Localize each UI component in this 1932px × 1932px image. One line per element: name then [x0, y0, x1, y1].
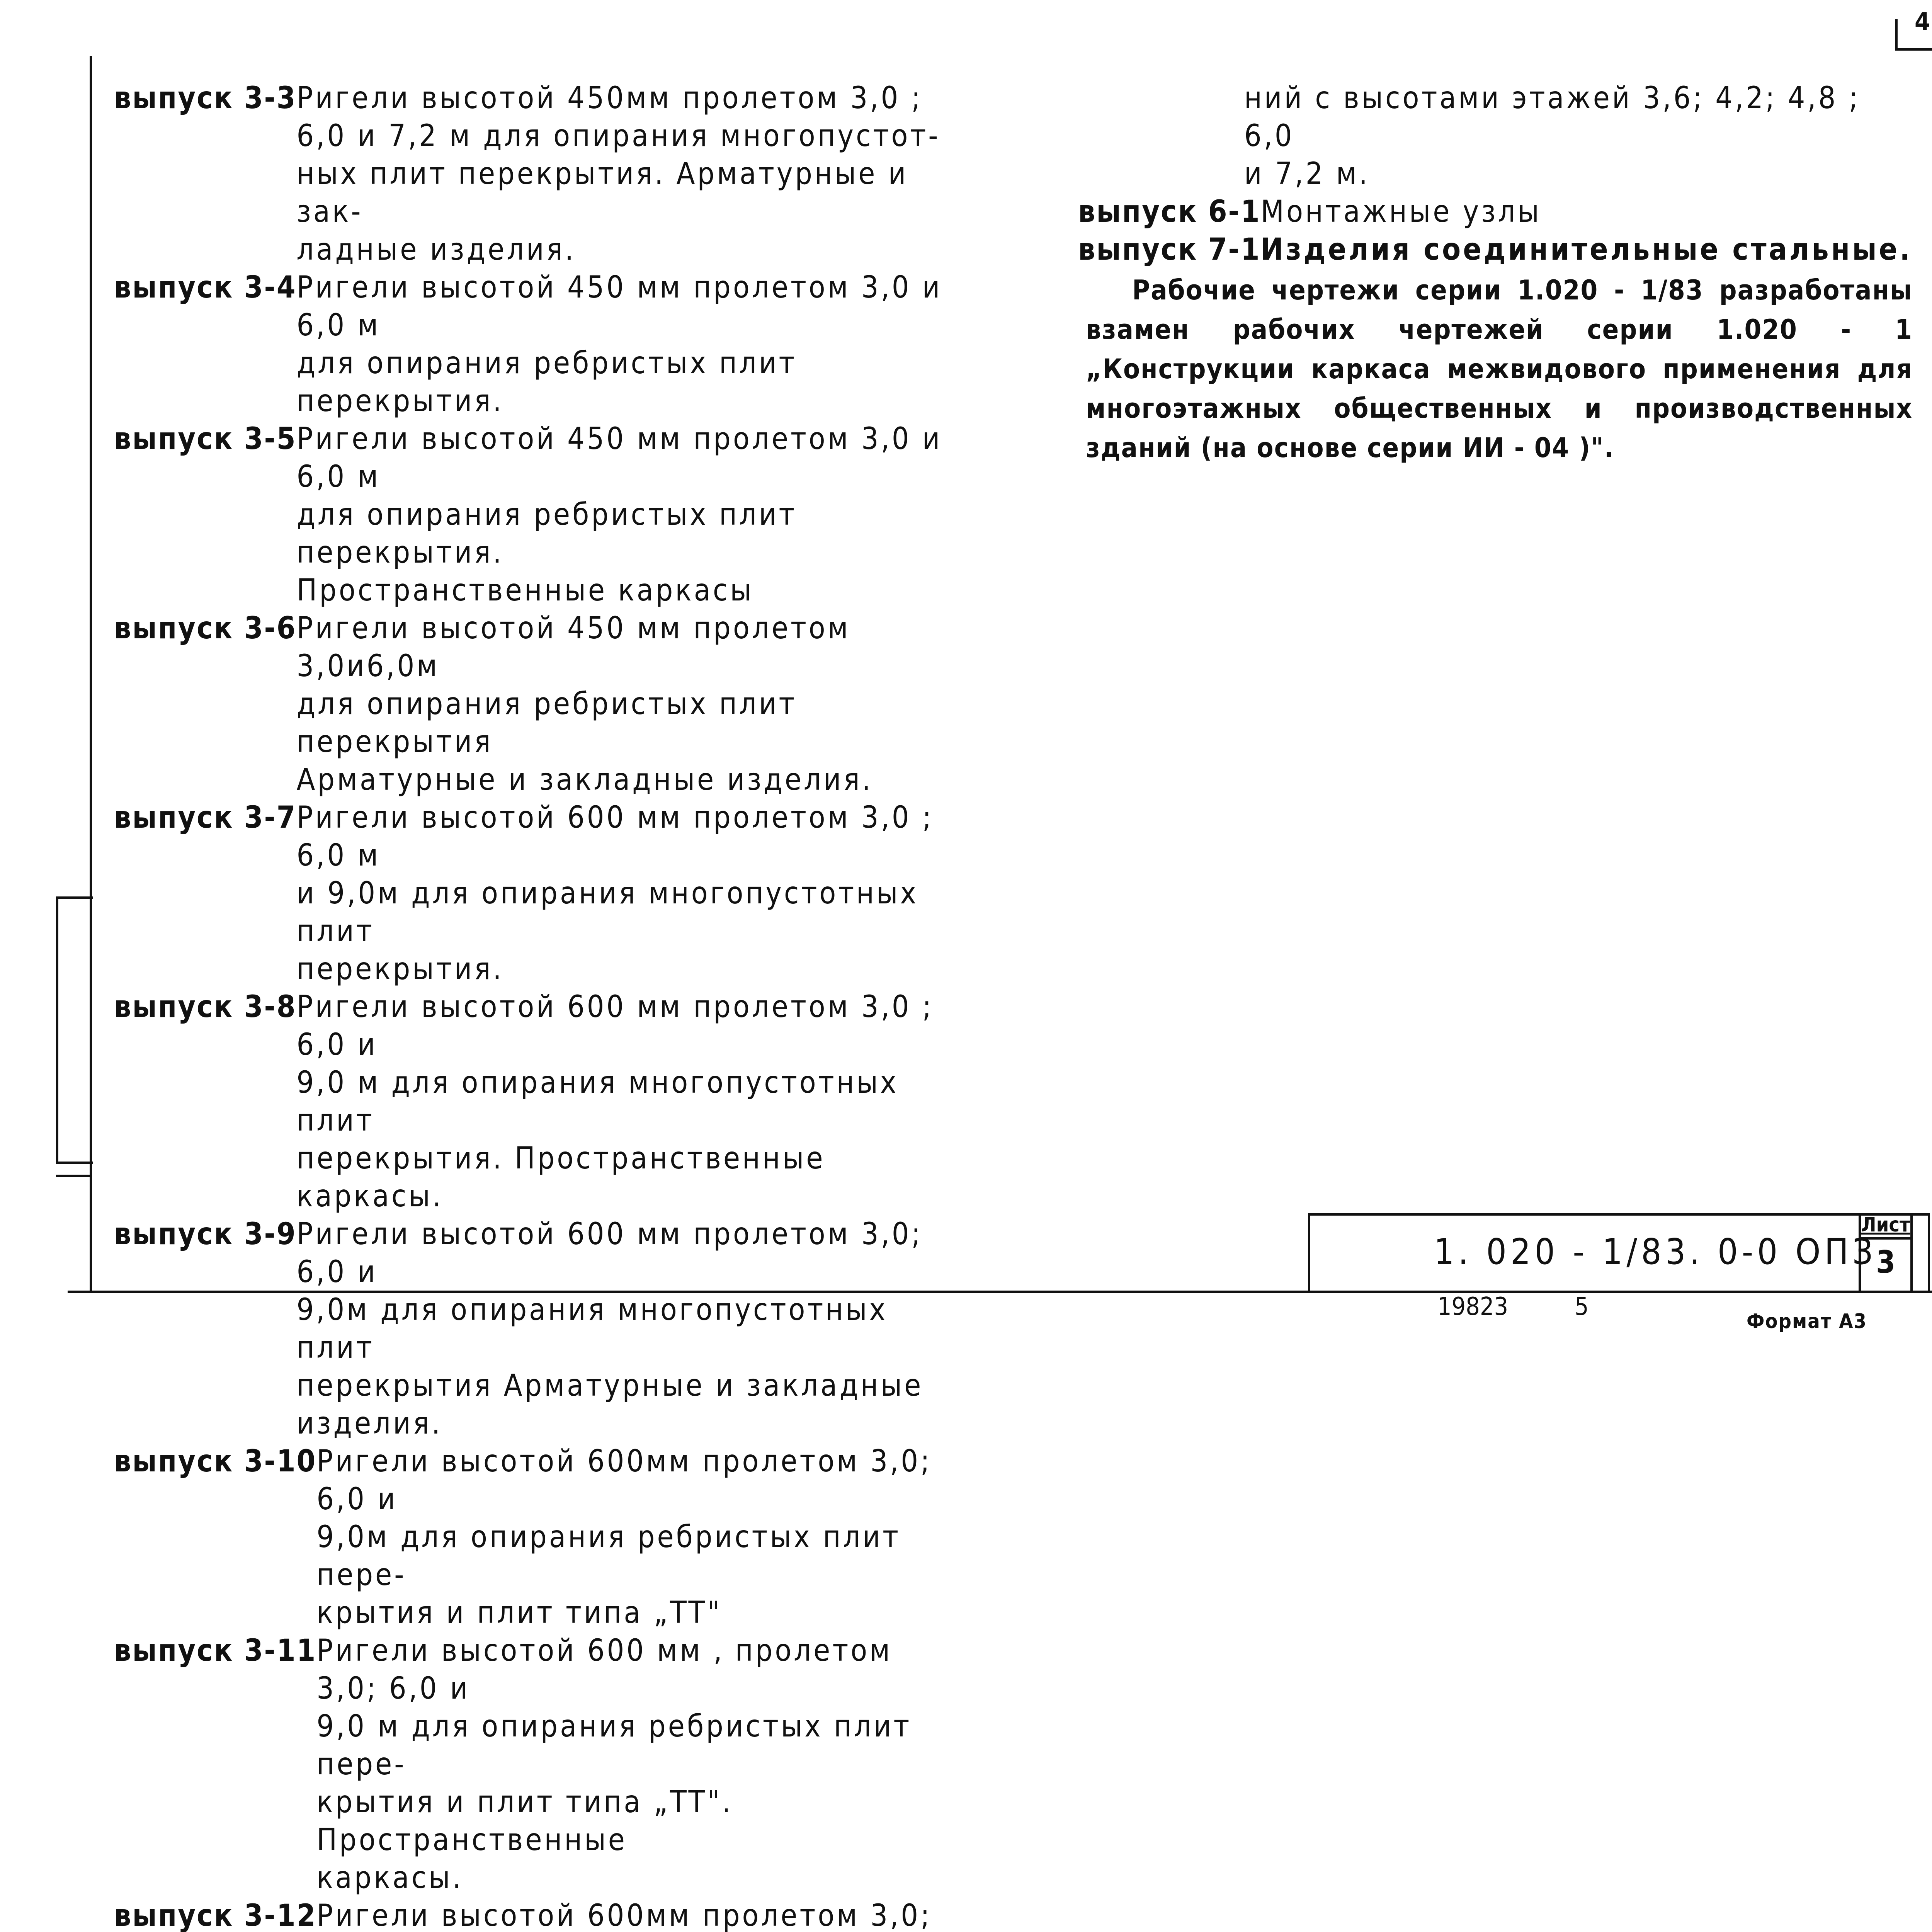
issue-label: выпуск 7-1 [1078, 232, 1261, 267]
issue-text [297, 1215, 949, 1442]
issue-text-line: 9,0 м для опирания ребристых плит пере- [316, 1709, 912, 1782]
issue-text-line: для опирания ребристых плит перекрытия. [296, 346, 797, 418]
issues-list [114, 79, 949, 1932]
issue-label: выпуск 3-8 [114, 990, 297, 1024]
issue-text-line: Ригели высотой 450мм пролетом 3,0 ; [296, 81, 923, 116]
issue-text [297, 988, 949, 1215]
continued-text-line: и 7,2 м. [1244, 156, 1370, 191]
title-block [1308, 1213, 1930, 1291]
issue-item [1078, 193, 1920, 231]
issue-text [297, 269, 949, 420]
frame-top-tick [1895, 19, 1898, 50]
issue-label: выпуск 3-9 [114, 1217, 297, 1252]
issue-text-line: каркасы. [316, 1861, 463, 1895]
issue-item [114, 799, 949, 988]
issue-text-line: Ригели высотой 600 мм , пролетом 3,0; 6,0 и [316, 1633, 893, 1706]
issue-text-line: Ригели высотой 450 мм пролетом 3,0 и 6,0 м [296, 422, 942, 494]
issue-text-line: 9,0м для опирания многопустотных плит [296, 1293, 888, 1365]
issue-label: выпуск 3-12 [114, 1898, 317, 1932]
top-corner-number: 4 [1915, 8, 1930, 36]
issue-text-line: Ригели высотой 600мм пролетом 3,0; [316, 1898, 932, 1932]
issue-text-line: 9,0м для опирания ребристых плит пере- [316, 1520, 901, 1592]
issue-text-line: и 9,0м для опирания многопустотных плит [296, 876, 918, 949]
issue-text-line: Ригели высотой 600мм пролетом 3,0; 6,0 и [316, 1444, 932, 1517]
issue-text [297, 79, 949, 269]
issue-label: выпуск 3-4 [114, 270, 297, 305]
issue-label: выпуск 3-10 [114, 1444, 317, 1479]
inventory-number: 19823 [1437, 1293, 1509, 1321]
issue-text: Изделия соединительные стальные. [1260, 232, 1912, 267]
issue-text [316, 1897, 949, 1932]
issue-text-line: 6,0 и 7,2 м для опирания многопустот- [296, 119, 940, 153]
issue-item [1078, 231, 1920, 269]
frame-top-corner-line [1895, 48, 1932, 51]
issue-text-line: Пространственные каркасы [296, 573, 754, 608]
note-text: Рабочие чертежи серии 1.020 - 1/83 разработаны взамен рабочих чертежей серии 1.020 - 1 „Конструкции каркаса межвидового применения для многоэтажных общественных и производственных зданий (на основе серии ИИ - 04 )". [1086, 274, 1913, 464]
continued-text-line: ний с высотами этажей 3,6; 4,2; 4,8 ; 6,0 [1244, 81, 1861, 153]
issue-text [316, 1632, 949, 1897]
issue-label: выпуск 6-1 [1078, 194, 1261, 229]
sheet-number: 3 [1876, 1244, 1896, 1280]
issue-item [114, 1897, 949, 1932]
issue-text [297, 420, 949, 609]
issue-item [114, 988, 949, 1215]
issue-label: выпуск 3-6 [114, 611, 297, 646]
issue-text-line: для опирания ребристых плит перекрытия [296, 687, 797, 759]
binding-margin-tick [56, 1175, 91, 1177]
issue-text-line: ладные изделия. [296, 232, 576, 267]
replacement-note [1086, 270, 1913, 468]
sheet-number-box [1859, 1213, 1913, 1291]
document-code: 1. 020 - 1/83. 0-0 ОПЗ [1434, 1231, 1877, 1272]
issue-text [297, 609, 949, 799]
issue-text-line: для опирания ребристых плит перекрытия. [296, 497, 797, 570]
issues-list-continued [1078, 79, 1920, 269]
issue-text-line: 9,0 м для опирания многопустотных плит [296, 1065, 899, 1138]
issue-text [297, 799, 949, 988]
issue-item [114, 1215, 949, 1442]
issue-text-line: Ригели высотой 450 мм пролетом 3,0 и 6,0 м [296, 270, 942, 343]
paper-format: Формат А3 [1747, 1310, 1867, 1333]
issue-label: выпуск 3-5 [114, 422, 297, 456]
issue-text-line: Ригели высотой 450 мм пролетом 3,0и6,0м [296, 611, 850, 684]
issue-label: выпуск 3-7 [114, 800, 297, 835]
issue-item [114, 420, 949, 609]
issue-label: выпуск 3-3 [114, 81, 297, 116]
issue-item [114, 609, 949, 799]
binding-margin-box [56, 896, 93, 1164]
issue-text: Монтажные узлы [1260, 194, 1541, 229]
issue-text-line: Арматурные и закладные изделия. [296, 762, 873, 797]
issue-text-line: ных плит перекрытия. Арматурные и зак- [296, 156, 908, 229]
issue-text-line: перекрытия Арматурные и закладные изделия. [296, 1368, 923, 1441]
issue-text-line: крытия и плит типа „TT". Пространственные [316, 1785, 733, 1857]
issue-item [114, 269, 949, 420]
issue-text-line: Ригели высотой 600 мм пролетом 3,0; 6,0 и [296, 1217, 923, 1289]
sheet-label: Лист [1861, 1213, 1910, 1240]
issue-text-line: перекрытия. Пространственные каркасы. [296, 1141, 825, 1214]
issue-label: выпуск 3-11 [114, 1633, 317, 1668]
issue-item [114, 79, 949, 269]
issue-item [114, 1632, 949, 1897]
issue-text-line: крытия и плит типа „TT" [316, 1595, 722, 1630]
issue-text [316, 1442, 949, 1632]
issue-text-line: Ригели высотой 600 мм пролетом 3,0 ; 6,0 м [296, 800, 934, 873]
issue-item [114, 1442, 949, 1632]
copy-number: 5 [1575, 1293, 1589, 1321]
issue-text-line: Ригели высотой 600 мм пролетом 3,0 ; 6,0 и [296, 990, 934, 1062]
issue-text-line: перекрытия. [296, 952, 504, 986]
